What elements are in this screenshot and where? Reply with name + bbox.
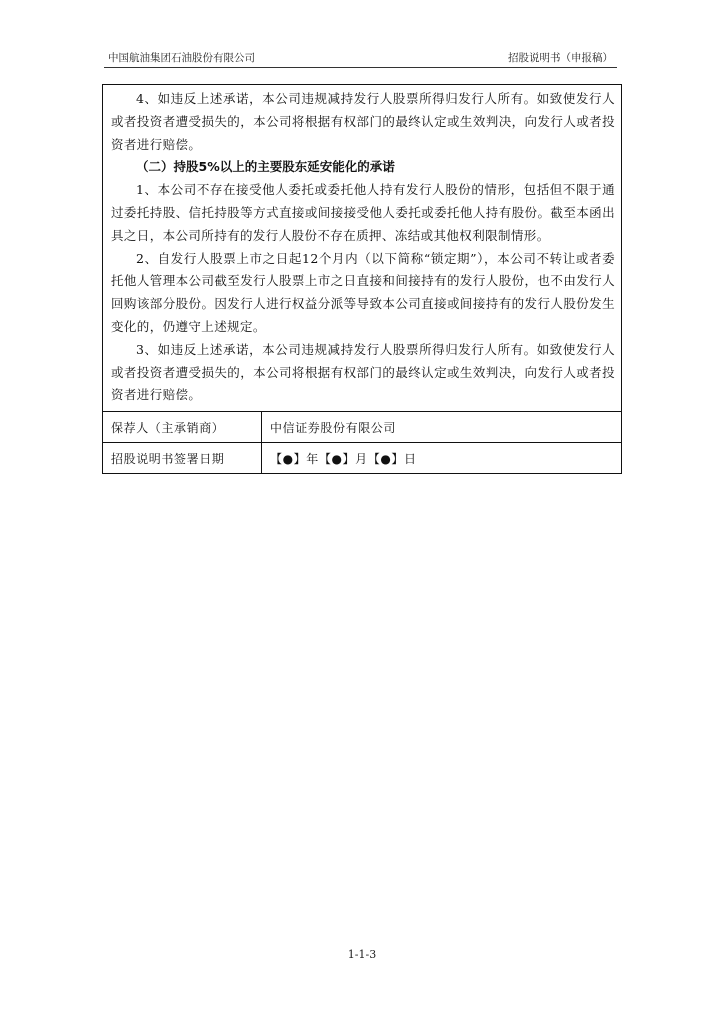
commitment-paragraph-2: 2、自发行人股票上市之日起12个月内（以下简称“锁定期”），本公司不转让或者委托他人管理本公司截至发行人股票上市之日直接和间接持有的发行人股份，也不由发行人回购该部分股份。因发行人进行权益分派等导致本公司直接或间接持有的发行人股份发生变化的，仍遵守上述规定。 [111,250,615,334]
header-company-name: 中国航油集团石油股份有限公司 [108,52,255,64]
sign-date-label: 招股说明书签署日期 [103,443,262,474]
commitment-paragraph-1: 1、本公司不存在接受他人委托或委托他人持有发行人股份的情形，包括但不限于通过委托持股、信托持股等方式直接或间接接受他人委托或委托他人持有股份。截至本函出具之日，本公司所持有的发行人股份不存在质押、冻结或其他权利限制情形。 [111,182,615,243]
sponsor-value: 中信证券股份有限公司 [262,412,622,443]
commitment-table [102,84,622,474]
info-row-sign-date [103,443,622,474]
sponsor-label: 保荐人（主承销商） [103,412,262,443]
content-cell [103,85,622,412]
content-row [103,85,622,412]
commitment-paragraph-4: 4、如违反上述承诺，本公司违规减持发行人股票所得归发行人所有。如致使发行人或者投资者遭受损失的，本公司将根据有权部门的最终认定或生效判决，向发行人或者投资者进行赔偿。 [111,91,615,152]
sign-date-value: 【●】年【●】月【●】日 [262,443,622,474]
header-document-title: 招股说明书（申报稿） [508,52,613,64]
page-number: 1-1-3 [347,948,377,961]
header-rule [104,67,617,68]
commitment-paragraph-3: 3、如违反上述承诺，本公司违规减持发行人股票所得归发行人所有。如致使发行人或者投资者遭受损失的，本公司将根据有权部门的最终认定或生效判决，向发行人或者投资者进行赔偿。 [111,341,615,403]
section-heading: （二）持股5%以上的主要股东延安能化的承诺 [136,159,395,175]
page-header [104,50,617,66]
info-row-sponsor [103,412,622,443]
